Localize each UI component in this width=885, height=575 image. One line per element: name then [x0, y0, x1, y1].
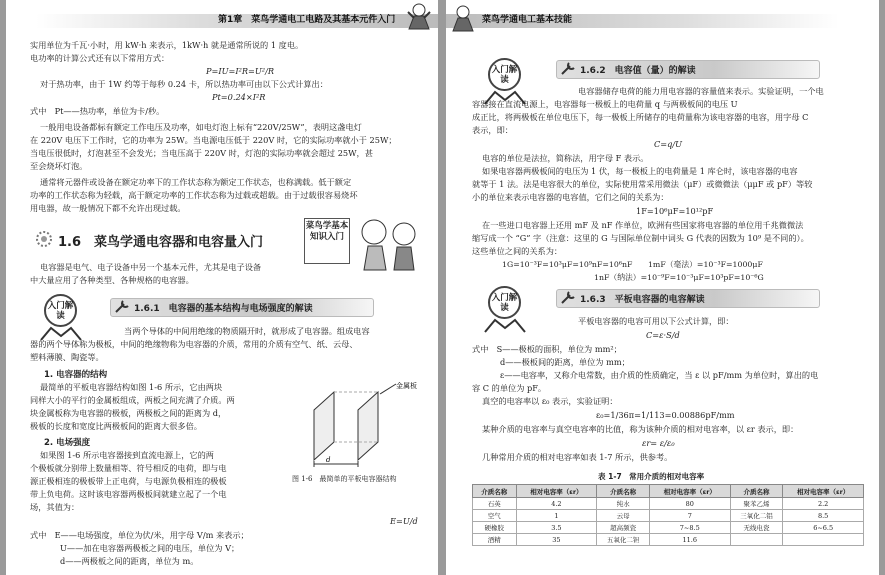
text-line: 平板电容器的电容可用以下公式计算，即：	[578, 316, 734, 326]
text-line: 用电器，故一般情况下都不允许出现过载。	[30, 203, 186, 213]
text-line: 电容器是电气、电子设备中另一个基本元件，尤其是电子设备	[40, 262, 262, 272]
table-header: 相对电容率（εr）	[783, 485, 864, 498]
permittivity-table	[472, 484, 864, 546]
table-cell: 五氧化二钽	[597, 534, 650, 546]
text-line: 表示，即：	[472, 125, 513, 135]
text-line: 电容器储存电荷的能力用电容器的容量值来表示。实验证明，一个电	[578, 86, 824, 96]
text-line: 源正极相连的极板带上正电荷，与电源负极相连的极板	[30, 476, 227, 486]
table-header: 相对电容率（εr）	[516, 485, 597, 498]
text-line: 几种常用介质的相对电容率如表 1-7 所示，供参考。	[482, 452, 673, 462]
formula-power: P=IU=I²R=U²/R	[206, 66, 275, 76]
table-cell: 硬橡胶	[473, 522, 517, 534]
box-note-text: 菜鸟学基本知识入门	[305, 221, 349, 242]
table-header: 介质名称	[597, 485, 650, 498]
text-line: 塑料薄膜、陶瓷等。	[30, 352, 104, 362]
text-line: d——极板间的距离，单位为 mm；	[500, 357, 630, 367]
table-cell: 80	[649, 498, 730, 510]
table-header: 相对电容率（εr）	[649, 485, 730, 498]
table-cell: 空气	[473, 510, 517, 522]
text-line: 容器接在直流电源上，电容器每一极板上的电荷量 q 与两极板间的电压 U	[472, 99, 738, 109]
table-cell: 4.2	[516, 498, 597, 510]
table-cell: 云母	[597, 510, 650, 522]
text-line: 式中 E——电场强度，单位为伏/米，用字母 V/m 来表示；	[30, 530, 249, 540]
right-page	[446, 0, 879, 575]
table-header-row	[473, 485, 864, 498]
left-header-title: 第1章 菜鸟学通电工电路及其基本元件入门	[218, 15, 396, 25]
formula-g2: 1nF（纳法）=10⁻⁹F=10⁻³μF=10³pF=10⁻⁶G	[594, 273, 764, 282]
table-cell: 8.5	[783, 510, 864, 522]
text-line: 式中 S——极板的面积，单位为 mm²；	[472, 344, 622, 354]
table-cell: 1	[516, 510, 597, 522]
capacitor-figure	[296, 380, 436, 470]
table-cell: 纯水	[597, 498, 650, 510]
text-line: 中大量应用了各种类型、各种规格的电容器。	[30, 275, 194, 285]
table-cell: 6~6.5	[783, 522, 864, 534]
text-line: 缩写成一个 “G” 字（注意：这里的 G 与国际单位制中词头 G 代表的因数为 10⁹ 是不同的）。	[472, 233, 809, 243]
text-line: 成正比，将两极板在单位电压下，每一极板上所储存的电荷量称为该电容器的电容，用字母 C	[472, 112, 809, 122]
formula-plate: C=ε·S/d	[646, 330, 680, 340]
text-line: 如果图 1-6 所示电容器接到直流电源上，它的两	[40, 450, 214, 460]
left-header	[6, 2, 438, 32]
text-line: 至会烧坏灯泡。	[30, 161, 88, 171]
cartoon-icon	[406, 2, 432, 30]
intro-badge	[488, 286, 521, 319]
right-header-title: 菜鸟学通电工基本技能	[482, 15, 573, 25]
formula-capacitance: C=q/U	[654, 139, 683, 149]
table-cell: 无线电瓷	[730, 522, 783, 534]
wrench-icon	[114, 299, 130, 314]
text-line: 功率的工作状态称为轻载，高于额定功率的工作状态称为过载或超载。由于过载很容易烧坏	[30, 190, 358, 200]
text-line: 实用单位为千瓦·小时，用 kW·h 来表示，1kW·h 就是通常所说的 1 度电。	[30, 40, 304, 50]
intro-badge	[44, 294, 77, 327]
badge-text: 入门解读	[47, 301, 74, 321]
box-note	[304, 218, 350, 264]
stick-figure-icon	[480, 318, 530, 334]
formula-epsilon-r: εr= ε/ε₀	[642, 438, 675, 448]
text-line: 器的两个导体称为极板，中间的绝缘物称为电容器的介质，常用的介质有空气、纸、云母、	[30, 339, 358, 349]
table-header: 介质名称	[473, 485, 517, 498]
figure-d-label: d	[326, 456, 331, 464]
cartoon-icon	[450, 4, 476, 32]
table-cell: 三氧化二铝	[730, 510, 783, 522]
text-line: 电功率的计算公式还有以下常用方式：	[30, 53, 170, 63]
text-line: ε——电容率，又称介电常数，由介质的性质确定，当 ε 以 pF/mm 为单位时，算出的电	[500, 370, 819, 380]
badge-text: 入门解读	[491, 293, 518, 313]
text-line: 小的单位来表示电容器的电容值，它们之间的关系为：	[472, 192, 669, 202]
section-title: 1.6 菜鸟学通电容器和电容量入门	[58, 235, 264, 250]
table-cell: 7~8.5	[649, 522, 730, 534]
text-line: 对于热功率，由于 1W 约等于每秒 0.24 卡，所以热功率可由以下公式计算出：	[40, 79, 328, 89]
table-caption: 表 1-7 常用介质的相对电容率	[598, 472, 705, 481]
text-line: 场，其值为：	[30, 502, 80, 512]
table-cell: 聚苯乙烯	[730, 498, 783, 510]
intro-badge	[488, 58, 521, 91]
text-line: 块金属板称为电容器的极板，两极板之间的距离为 d，	[30, 408, 227, 418]
subsection-title-162: 1.6.2 电容值（量）的解读	[580, 66, 696, 76]
badge-text: 入门解读	[491, 65, 518, 85]
table-cell	[730, 534, 783, 546]
text-line: 带上负电荷。这时该电容器两极板间就建立起了一个电	[30, 489, 227, 499]
cartoon-kids-icon	[354, 216, 424, 272]
text-line: 在一些进口电容器上还用 mF 及 nF 作单位，欧洲有些国家将电容器的单位用千兆微微法	[482, 220, 804, 230]
table-row	[473, 510, 864, 522]
table-row	[473, 498, 864, 510]
text-line: 同样大小的平行的金属板组成，两板之间充满了介质。两	[30, 395, 235, 405]
text-line: 这些单位之间的关系为：	[472, 246, 563, 256]
heading-field: 2. 电场强度	[44, 438, 91, 448]
subsection-title-161: 1.6.1 电容器的基本结构与电场强度的解读	[134, 304, 313, 314]
wrench-icon	[560, 290, 576, 305]
text-line: 就等于 1 法。法是电容很大的单位，实际使用常采用微法（μF）或微微法（μμF 或 pF）等较	[472, 179, 813, 189]
text-line: 如果电容器两极板间的电压为 1 伏，每一极板上的电荷量是 1 库仑时，该电容器的电容	[482, 166, 798, 176]
text-line: 某种介质的电容率与真空电容率的比值，称为该种介质的相对电容率，以 εr 表示，即：	[482, 424, 799, 434]
table-cell: 3.5	[516, 522, 597, 534]
formula-units: 1F=10⁶μF=10¹²pF	[636, 206, 714, 216]
figure-caption: 图 1-6 最简单的平板电容器结构	[292, 475, 397, 483]
text-line: 容 C 的单位为 pF。	[472, 383, 547, 393]
table-cell: 超高频瓷	[597, 522, 650, 534]
text-line: 当两个导体的中间用绝缘的物质隔开时，就形成了电容器。组成电容	[124, 326, 370, 336]
wrench-icon	[560, 61, 576, 76]
text-line: 最简单的平板电容器结构如图 1-6 所示，它由两块	[40, 382, 223, 392]
table-cell: 7	[649, 510, 730, 522]
text-line: d——两极板之间的距离，单位为 m。	[60, 556, 199, 566]
text-line: 电容的单位是法拉，简称法，用字母 F 表示。	[482, 153, 649, 163]
gear-icon	[34, 229, 54, 249]
text-line: 极板的长度和宽度比两极板间的距离大很多倍。	[30, 421, 202, 431]
heading-structure: 1. 电容器的结构	[44, 370, 108, 380]
text-line: 通常将元器件或设备在额定功率下的工作状态称为额定工作状态，也称满载。低于额定	[40, 177, 352, 187]
table-row	[473, 522, 864, 534]
table-cell: 酒精	[473, 534, 517, 546]
formula-epsilon0: ε₀=1/36π=1/113=0.00886pF/mm	[596, 410, 735, 420]
table-cell: 石英	[473, 498, 517, 510]
text-line: 真空的电容率以 ε₀ 表示，实验证明：	[482, 396, 618, 406]
figure-plate-label: 金属板	[396, 382, 417, 390]
subsection-title-163: 1.6.3 平板电容器的电容解读	[580, 295, 705, 305]
text-line: 个极板就分别带上数量相等、符号相反的电荷，即与电	[30, 463, 227, 473]
table-row	[473, 534, 864, 546]
formula-g1: 1G=10⁻³F=10³μF=10⁹nF=10⁶nF 1mF（毫法）=10⁻³F=1000μF	[502, 260, 763, 269]
table-cell: 2.2	[783, 498, 864, 510]
left-page	[6, 0, 438, 575]
text-line: 在 220V 电压下工作时，它的功率为 25W。当电源电压低于 220V 时，它的实际功率就小于 25W；	[30, 135, 397, 145]
right-header	[446, 2, 879, 32]
table-cell	[783, 534, 864, 546]
text-line: 当电压很低时，灯泡甚至不会发光；当电压高于 220V 时，灯泡的实际功率就会超过 25W，甚	[30, 148, 373, 158]
table-header: 介质名称	[730, 485, 783, 498]
table-cell: 11.6	[649, 534, 730, 546]
text-line: U——加在电容器两极板之间的电压，单位为 V；	[60, 543, 240, 553]
formula-field: E=U/d	[390, 516, 418, 526]
table-cell: 35	[516, 534, 597, 546]
formula-heat: Pt=0.24×I²R	[212, 92, 266, 102]
text-line: 式中 Pt——热功率，单位为卡/秒。	[30, 106, 165, 116]
text-line: 一般用电设备都标有额定工作电压及功率，如电灯泡上标有“220V/25W”，表明这盏电灯	[40, 122, 362, 132]
